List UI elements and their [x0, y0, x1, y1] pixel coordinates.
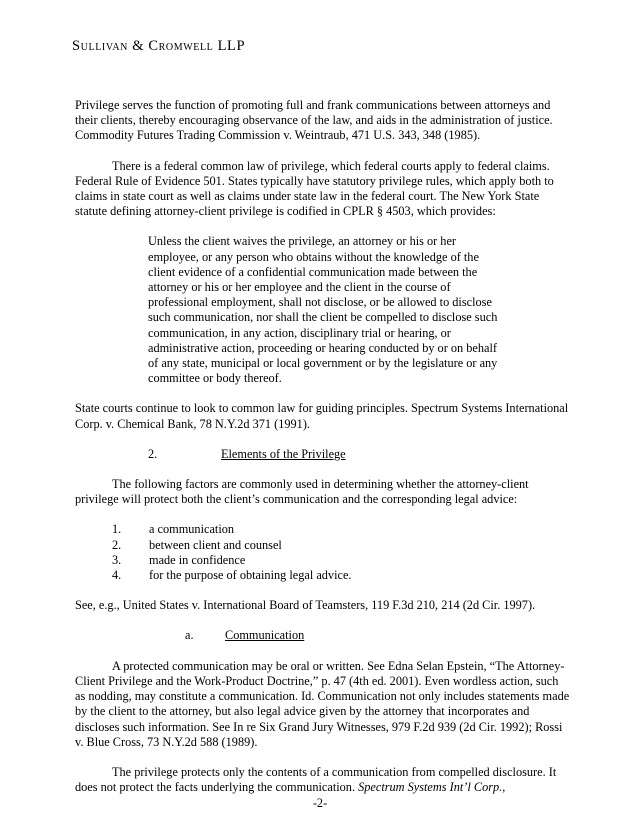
list-item-text: a communication: [149, 522, 235, 537]
section-title: Elements of the Privilege: [221, 446, 346, 461]
list-item-number: 3.: [112, 552, 122, 567]
list-item: [75, 553, 570, 568]
elements-list: [75, 522, 570, 583]
paragraph: [75, 765, 570, 795]
list-item: [75, 568, 570, 583]
list-item: [75, 538, 570, 553]
list-item-number: 2.: [112, 537, 122, 552]
list-item-number: 1.: [112, 522, 122, 537]
section-number: 2.: [148, 446, 158, 461]
paragraph: Privilege serves the function of promoting full and frank communications between attorneys and their clients, thereby encouraging observance of the law, and aids in the administration of justice. Commodity Futures Trading Commission v. Weintraub, 471 U.S. 343, 348 (1985).: [75, 98, 553, 143]
paragraph: State courts continue to look to common law for guiding principles. Spectrum Systems International Corp. v. Chemical Bank, 78 N.Y.2d 371 (1991).: [75, 401, 569, 431]
list-item: [75, 522, 570, 537]
firm-letterhead: Sullivan & Cromwell LLP: [72, 38, 246, 54]
document-body: [75, 98, 570, 810]
list-item-number: 4.: [112, 568, 122, 583]
page-number: -2-: [312, 796, 328, 810]
section-heading: [75, 447, 570, 462]
block-quote: Unless the client waives the privilege, an attorney or his or her employee, or any person who obtains without the knowledge of the client evidence of a confidential communication made between the attorney or his or her employee and the client in the course of professional employment, shall not disclose, or be allowed to disclose such communication, nor shall the client be compelled to disclose such communication, in any action, disciplinary trial or hearing, or administrative action, proceeding or hearing conducted by or on behalf of any state, municipal or local government or by the legislature or any committee or body thereof.: [148, 234, 498, 386]
paragraph-text: The privilege protects only the contents of a communication from compelled disclosure. It does not protect the facts underlying the communication.: [75, 764, 557, 795]
list-item-text: for the purpose of obtaining legal advice.: [149, 568, 352, 583]
paragraph: There is a federal common law of privilege, which federal courts apply to federal claims. Federal Rule of Evidence 501. States typically have statutory privilege rules, which apply both to claims in state court as well as claims under state law in the federal court. The New York State statute defining attorney-client privilege is codified in CPLR § 4503, which provides:: [75, 158, 554, 219]
case-citation: Spectrum Systems Int’l Corp.,: [358, 780, 506, 795]
subsection-heading: [75, 628, 570, 643]
subsection-number: a.: [185, 628, 194, 643]
paragraph: See, e.g., United States v. International Board of Teamsters, 119 F.3d 210, 214 (2d Cir. 1997).: [75, 598, 536, 613]
paragraph: The following factors are commonly used in determining whether the attorney-client privilege will protect both the client’s communication and the corresponding legal advice:: [75, 477, 529, 507]
list-item-text: made in confidence: [149, 552, 246, 567]
list-item-text: between client and counsel: [149, 537, 282, 552]
subsection-title: Communication: [225, 628, 305, 643]
paragraph: A protected communication may be oral or written. See Edna Selan Epstein, “The Attorney-Client Privilege and the Work-Product Doctrine,” p. 47 (4th ed. 2001). Even wordless action, such as nodding, may constitute a communication. Id. Communication not only includes statements made by the client to the attorney, but also legal advice given by the attorney that incorporates and discloses such information. See In re Six Grand Jury Witnesses, 979 F.2d 939 (2d Cir. 1992); Rossi v. Blue Cross, 73 N.Y.2d 588 (1989).: [75, 658, 570, 749]
